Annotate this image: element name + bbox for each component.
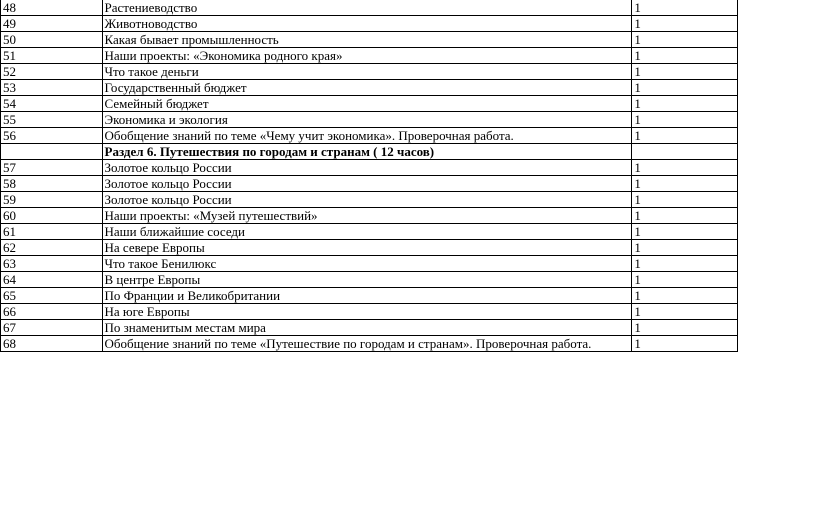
lesson-number: 49: [1, 16, 103, 32]
section-title: Раздел 6. Путешествия по городам и странам ( 12 часов): [102, 144, 632, 160]
lesson-number: 55: [1, 112, 103, 128]
lesson-hours: 1: [632, 192, 738, 208]
lesson-topic: Что такое деньги: [102, 64, 632, 80]
lesson-hours: 1: [632, 304, 738, 320]
lesson-topic: Наши проекты: «Экономика родного края»: [102, 48, 632, 64]
lesson-hours: 1: [632, 320, 738, 336]
lesson-number: 56: [1, 128, 103, 144]
lesson-hours: 1: [632, 64, 738, 80]
lesson-hours: 1: [632, 112, 738, 128]
lesson-hours: 1: [632, 96, 738, 112]
lesson-topic: По Франции и Великобритании: [102, 288, 632, 304]
lesson-number: 61: [1, 224, 103, 240]
lesson-hours: 1: [632, 336, 738, 352]
lesson-hours: 1: [632, 80, 738, 96]
table-row: [1, 192, 738, 208]
lesson-hours: 1: [632, 176, 738, 192]
lesson-topic: Обобщение знаний по теме «Путешествие по городам и странам». Проверочная работа.: [102, 336, 632, 352]
lesson-hours: 1: [632, 0, 738, 16]
lesson-topic: Наши ближайшие соседи: [102, 224, 632, 240]
lesson-hours: 1: [632, 224, 738, 240]
table-row: [1, 240, 738, 256]
lesson-hours: 1: [632, 208, 738, 224]
lesson-hours: 1: [632, 240, 738, 256]
lesson-topic: На юге Европы: [102, 304, 632, 320]
lesson-topic: Наши проекты: «Музей путешествий»: [102, 208, 632, 224]
table-row: [1, 208, 738, 224]
table-row: [1, 288, 738, 304]
lesson-number: 65: [1, 288, 103, 304]
table-row: [1, 224, 738, 240]
lesson-number: 59: [1, 192, 103, 208]
section-number-cell: [1, 144, 103, 160]
table-row: [1, 272, 738, 288]
table-row: [1, 176, 738, 192]
lesson-hours: 1: [632, 160, 738, 176]
lesson-topic: Животноводство: [102, 16, 632, 32]
section-heading-row: [1, 144, 738, 160]
table-row: [1, 336, 738, 352]
lesson-topic: В центре Европы: [102, 272, 632, 288]
lesson-hours: 1: [632, 48, 738, 64]
table-row: [1, 0, 738, 16]
lesson-number: 53: [1, 80, 103, 96]
lesson-topic: Золотое кольцо России: [102, 160, 632, 176]
table-row: [1, 48, 738, 64]
lesson-plan-body: [1, 0, 738, 352]
lesson-number: 48: [1, 0, 103, 16]
lesson-topic: Экономика и экология: [102, 112, 632, 128]
lesson-number: 64: [1, 272, 103, 288]
table-row: [1, 16, 738, 32]
lesson-hours: 1: [632, 128, 738, 144]
table-row: [1, 64, 738, 80]
lesson-number: 60: [1, 208, 103, 224]
lesson-hours: 1: [632, 288, 738, 304]
table-row: [1, 320, 738, 336]
lesson-number: 50: [1, 32, 103, 48]
lesson-number: 58: [1, 176, 103, 192]
lesson-topic: Обобщение знаний по теме «Чему учит экономика». Проверочная работа.: [102, 128, 632, 144]
lesson-topic: На севере Европы: [102, 240, 632, 256]
lesson-number: 63: [1, 256, 103, 272]
table-row: [1, 304, 738, 320]
lesson-hours: 1: [632, 32, 738, 48]
table-row: [1, 96, 738, 112]
lesson-number: 66: [1, 304, 103, 320]
lesson-number: 68: [1, 336, 103, 352]
lesson-number: 52: [1, 64, 103, 80]
lesson-hours: 1: [632, 16, 738, 32]
lesson-number: 67: [1, 320, 103, 336]
lesson-topic: Семейный бюджет: [102, 96, 632, 112]
lesson-topic: По знаменитым местам мира: [102, 320, 632, 336]
lesson-number: 51: [1, 48, 103, 64]
lesson-topic: Какая бывает промышленность: [102, 32, 632, 48]
lesson-topic: Что такое Бенилюкс: [102, 256, 632, 272]
lesson-number: 54: [1, 96, 103, 112]
lesson-topic: Золотое кольцо России: [102, 176, 632, 192]
table-row: [1, 256, 738, 272]
section-hours-cell: [632, 144, 738, 160]
lesson-hours: 1: [632, 256, 738, 272]
lesson-topic: Государственный бюджет: [102, 80, 632, 96]
lesson-number: 57: [1, 160, 103, 176]
lesson-hours: 1: [632, 272, 738, 288]
lesson-topic: Золотое кольцо России: [102, 192, 632, 208]
lesson-number: 62: [1, 240, 103, 256]
table-row: [1, 128, 738, 144]
table-row: [1, 112, 738, 128]
table-row: [1, 80, 738, 96]
lesson-topic: Растениеводство: [102, 0, 632, 16]
table-row: [1, 32, 738, 48]
table-row: [1, 160, 738, 176]
